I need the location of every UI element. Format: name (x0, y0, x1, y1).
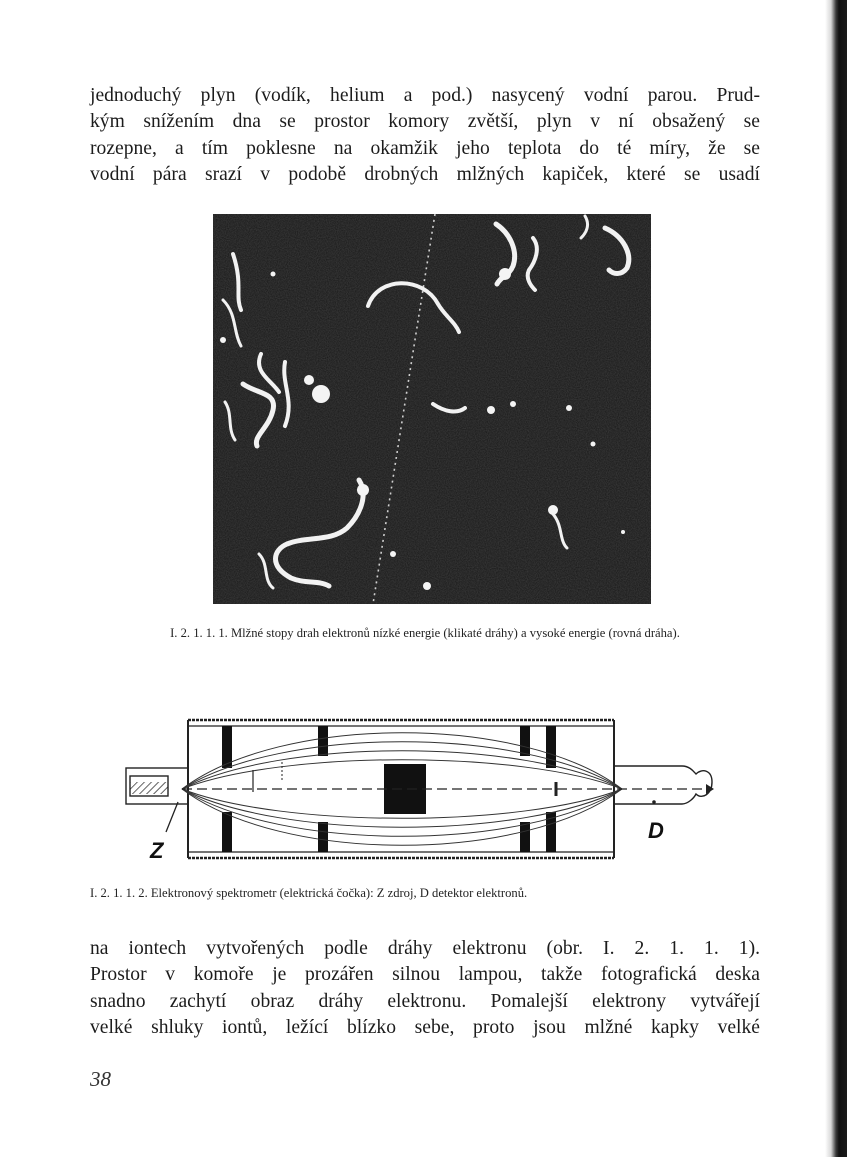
text-line: velké shluky iontů, ležící blízko sebe, proto jsou mlžné kapky velké (90, 1016, 760, 1038)
page-number: 38 (90, 1067, 111, 1091)
source-hatch (130, 782, 168, 794)
cloud-chamber-tracks (213, 214, 651, 604)
electron-spectrometer-diagram (122, 712, 722, 872)
text-line: jednoduchý plyn (vodík, helium a pod.) nasycený vodní parou. Prud- (90, 85, 760, 106)
paragraph-bottom (90, 936, 760, 1041)
label-detector: D (648, 818, 664, 843)
detector-point (652, 800, 656, 804)
figure-2-caption: I. 2. 1. 1. 2. Elektronový spektrometr (elektrická čočka): Z zdroj, D detektor elektronů. (90, 886, 528, 900)
text-line: kým snížením dna se prostor komory zvětší, plyn v ní obsažený se (90, 111, 760, 133)
exit-arrow (706, 784, 714, 794)
text-line: vodní pára srazí v podobě drobných mlžných kapiček, které se usadí (90, 163, 760, 185)
text-line: rozepne, a tím poklesne na okamžik jeho teplota do té míry, že se (90, 137, 760, 159)
text-line: snadno zachytí obraz dráhy elektronu. Pomalejší elektrony vytvářejí (90, 990, 760, 1012)
label-source: Z (150, 838, 164, 863)
figure-1-caption: I. 2. 1. 1. 1. Mlžné stopy drah elektronů nízké energie (klikaté dráhy) a vysoké energie (rovná dráha). (170, 626, 680, 640)
detector-housing (614, 766, 712, 804)
paragraph-top (90, 83, 760, 188)
cloud-chamber-photo (213, 214, 651, 604)
text-line: na iontech vytvořených podle dráhy elektronu (obr. I. 2. 1. 1. 1). (90, 938, 760, 959)
book-spine-shadow (825, 0, 847, 1157)
source-leader-line (166, 802, 178, 832)
text-line: Prostor v komoře je prozářen silnou lampou, takže fotografická deska (90, 964, 760, 986)
